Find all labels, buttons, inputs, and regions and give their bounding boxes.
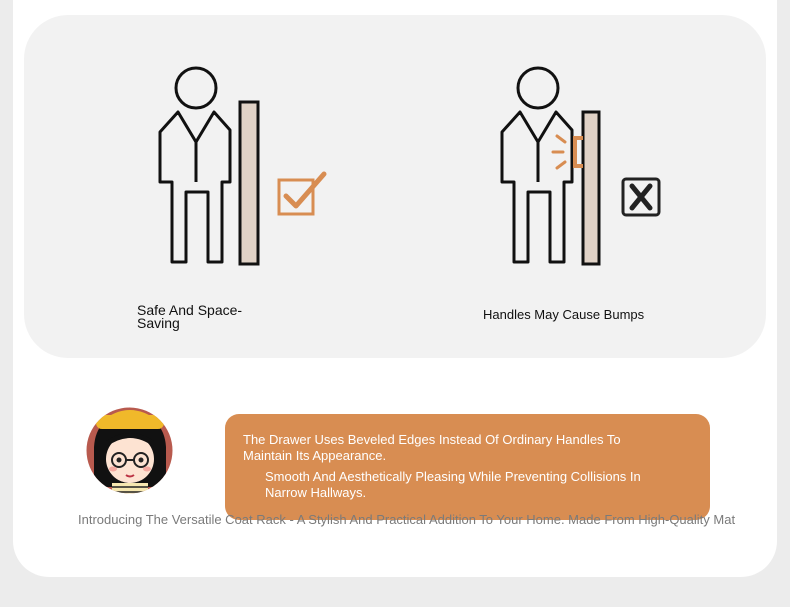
safe-label: Safe And Space-Saving: [137, 302, 243, 331]
person-bumping-handle-figure: [495, 62, 615, 272]
avatar: [86, 407, 173, 494]
bump-label: Handles May Cause Bumps: [483, 307, 645, 322]
description-callout: [225, 414, 710, 520]
intro-text: Introducing The Versatile Coat Rack - A Stylish And Practical Addition To Your Home. Made From High-Quality Mat: [78, 512, 736, 527]
x-icon: [620, 176, 662, 223]
check-icon: [276, 170, 328, 223]
callout-line-2: Smooth And Aesthetically Pleasing While Preventing Collisions In Narrow Hallways.: [265, 469, 641, 500]
person-beside-cabinet-figure: [150, 62, 270, 267]
callout-line-1: The Drawer Uses Beveled Edges Instead Of Ordinary Handles To Maintain Its Appearance.: [243, 432, 621, 463]
